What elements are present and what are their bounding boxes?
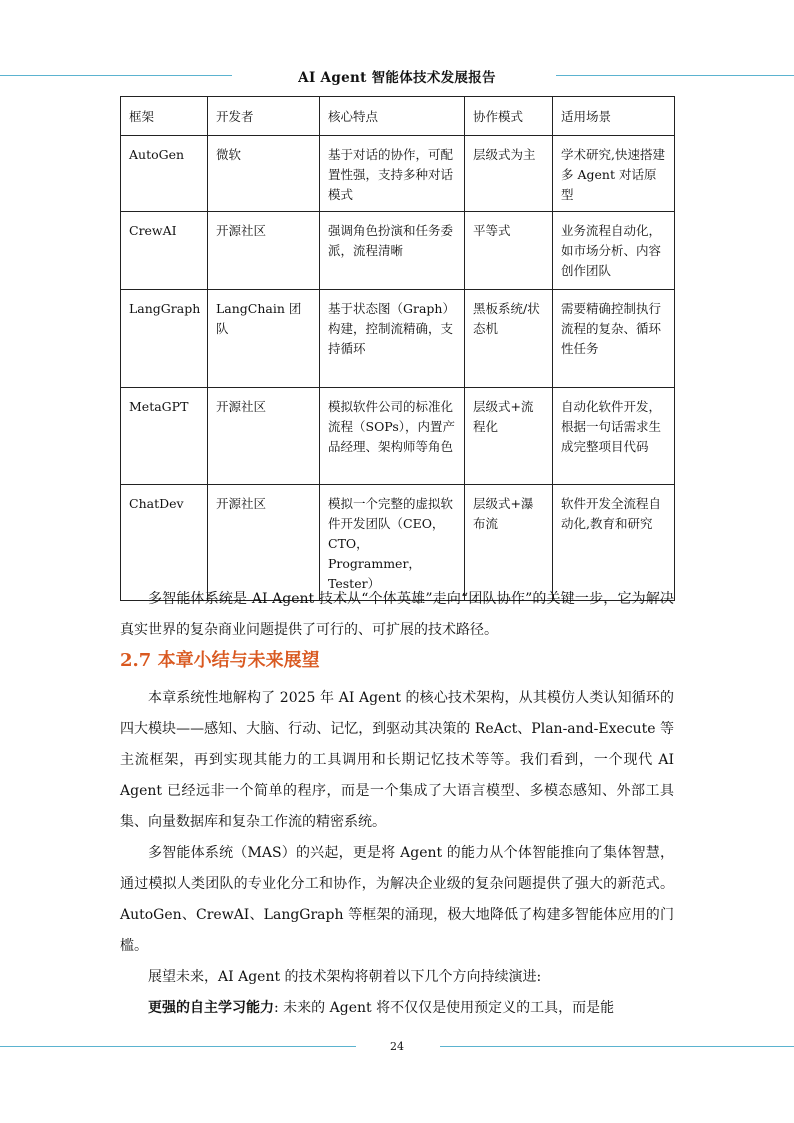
cell-developer: 开源社区 xyxy=(208,388,320,485)
table-summary-paragraph: 多智能体系统是 AI Agent 技术从“个体英雄”走向“团队协作”的关键一步，它为解决真实世界的复杂商业问题提供了可行的、可扩展的技术路径。 xyxy=(120,591,674,638)
cell-features: 基于对话的协作，可配置性强，支持多种对话模式 xyxy=(320,136,465,212)
cell-collab-mode: 层级式+瀑布流 xyxy=(465,485,553,601)
table-header-row xyxy=(121,97,675,136)
table-summary-block xyxy=(120,584,674,646)
body-paragraph: 本章系统性地解构了 2025 年 AI Agent 的核心技术架构，从其模仿人类认知循环的四大模块——感知、大脑、行动、记忆，到驱动其决策的 ReAct、Plan-and-Execute 等主流框架，再到实现其能力的工具调用和长期记忆技术等等。我们看到，一个现代 AI Agent 已经远非一个简单的程序，而是一个集成了大语言模型、多模态感知、外部工具集、向量数据库和复杂工作流的精密系统。 xyxy=(120,690,674,830)
page-number: 24 xyxy=(390,1040,404,1053)
cell-framework: MetaGPT xyxy=(121,388,208,485)
cell-features: 模拟软件公司的标准化流程（SOPs），内置产品经理、架构师等角色 xyxy=(320,388,465,485)
cell-collab-mode: 黑板系统/状态机 xyxy=(465,290,553,388)
cell-scenarios: 业务流程自动化，如市场分析、内容创作团队 xyxy=(553,212,675,290)
cell-collab-mode: 层级式+流程化 xyxy=(465,388,553,485)
running-header-title: AI Agent 智能体技术发展报告 xyxy=(298,70,496,86)
cell-features: 强调角色扮演和任务委派，流程清晰 xyxy=(320,212,465,290)
col-header-features: 核心特点 xyxy=(320,97,465,136)
cell-features: 基于状态图（Graph）构建，控制流精确，支持循环 xyxy=(320,290,465,388)
outlook-item-title: 更强的自主学习能力 xyxy=(148,1000,274,1016)
cell-developer: 微软 xyxy=(208,136,320,212)
col-header-developer: 开发者 xyxy=(208,97,320,136)
cell-framework: ChatDev xyxy=(121,485,208,601)
cell-developer: 开源社区 xyxy=(208,485,320,601)
section-heading: 2.7 本章小结与未来展望 xyxy=(120,650,320,671)
chapter-summary-body xyxy=(120,683,674,1024)
cell-collab-mode: 平等式 xyxy=(465,212,553,290)
cell-features: 模拟一个完整的虚拟软件开发团队（CEO，CTO，Programmer，Tester） xyxy=(320,485,465,601)
table-row xyxy=(121,290,675,388)
body-paragraph-outlook xyxy=(120,993,674,1024)
col-header-scenarios: 适用场景 xyxy=(553,97,675,136)
framework-comparison-table xyxy=(120,96,675,601)
body-paragraph: 多智能体系统（MAS）的兴起，更是将 Agent 的能力从个体智能推向了集体智慧，通过模拟人类团队的专业化分工和协作，为解决企业级的复杂问题提供了强大的新范式。AutoGen、CrewAI、LangGraph 等框架的涌现，极大地降低了构建多智能体应用的门槛。 xyxy=(120,845,674,954)
cell-scenarios: 自动化软件开发，根据一句话需求生成完整项目代码 xyxy=(553,388,675,485)
cell-scenarios: 软件开发全流程自动化,教育和研究 xyxy=(553,485,675,601)
outlook-item-text: : 未来的 Agent 将不仅仅是使用预定义的工具，而是能 xyxy=(274,1000,615,1016)
table-row xyxy=(121,388,675,485)
cell-developer: 开源社区 xyxy=(208,212,320,290)
cell-developer: LangChain 团队 xyxy=(208,290,320,388)
cell-framework: CrewAI xyxy=(121,212,208,290)
col-header-collab-mode: 协作模式 xyxy=(465,97,553,136)
cell-scenarios: 学术研究,快速搭建多 Agent 对话原型 xyxy=(553,136,675,212)
cell-framework: LangGraph xyxy=(121,290,208,388)
col-header-framework: 框架 xyxy=(121,97,208,136)
cell-scenarios: 需要精确控制执行流程的复杂、循环性任务 xyxy=(553,290,675,388)
table-row xyxy=(121,136,675,212)
cell-framework: AutoGen xyxy=(121,136,208,212)
body-paragraph: 展望未来，AI Agent 的技术架构将朝着以下几个方向持续演进: xyxy=(148,969,542,985)
cell-collab-mode: 层级式为主 xyxy=(465,136,553,212)
table-row xyxy=(121,212,675,290)
